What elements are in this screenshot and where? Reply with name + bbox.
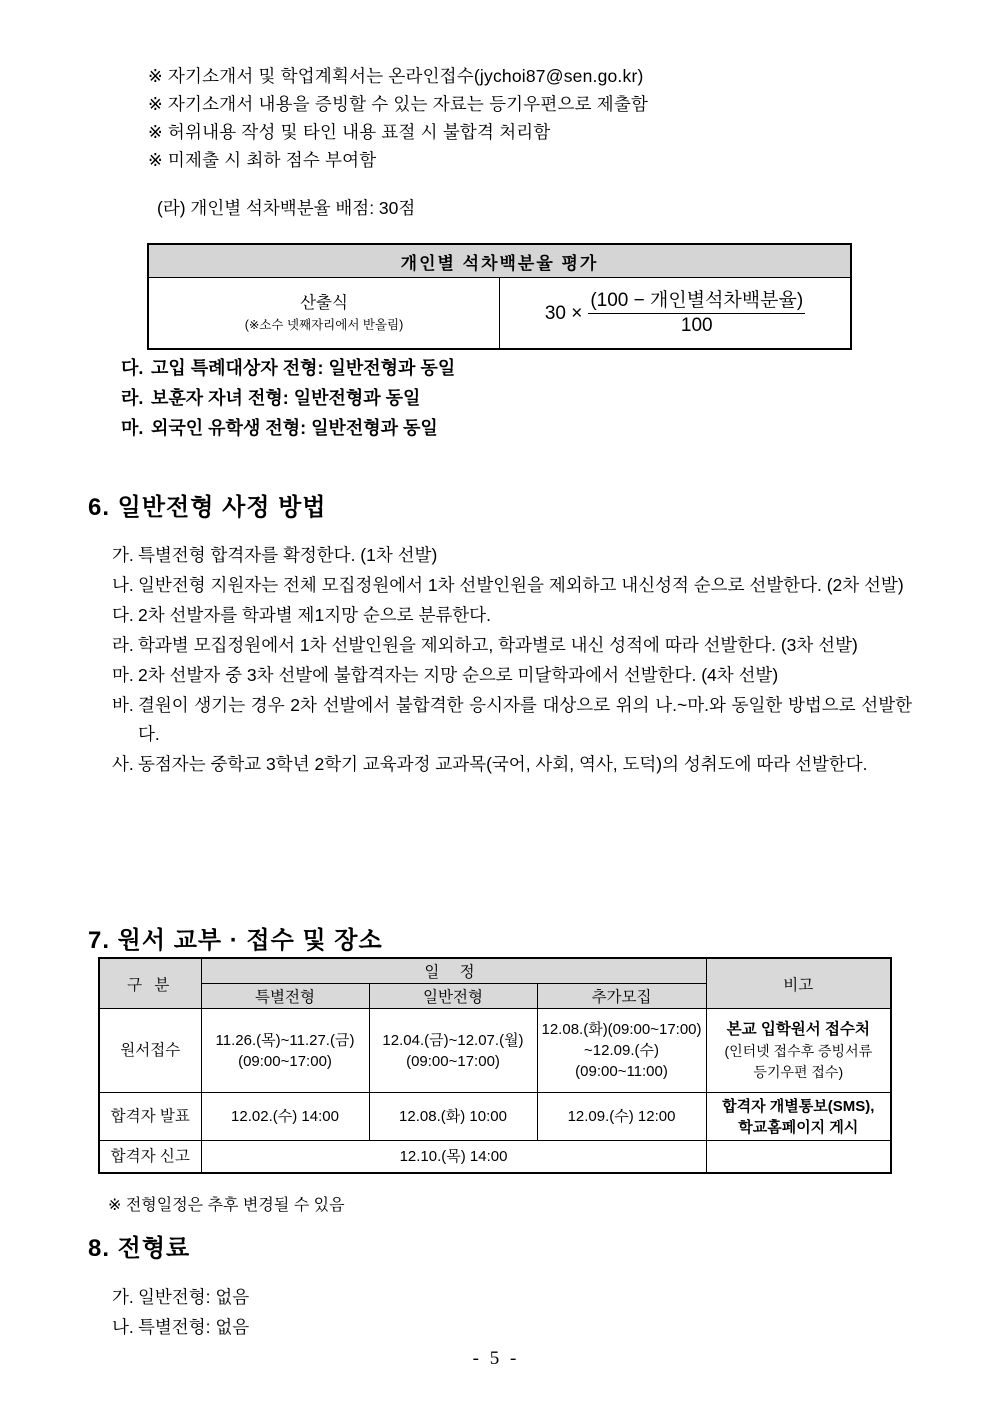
list-item-label: 동점자는 중학교 3학년 2학기 교육과정 교과목(국어, 사회, 역사, 도덕)의 성취도에 따라 선발한다.	[138, 754, 868, 774]
list-item-label: 일반전형 지원자는 전체 모집정원에서 1차 선발인원을 제외하고 내신성적 순으로 선발한다. (2차 선발)	[138, 575, 904, 595]
score-formula	[545, 290, 805, 337]
row-label-application: 원서접수	[99, 1009, 201, 1093]
list-item-label: 일반전형: 없음	[138, 1287, 250, 1307]
section-6-list	[112, 541, 912, 780]
column-header-note: 비고	[706, 958, 891, 1009]
list-item	[112, 541, 912, 570]
list-item-marker: 나.	[112, 575, 134, 595]
list-item	[112, 750, 912, 779]
top-notes-block	[148, 62, 648, 174]
column-header-additional: 추가모집	[537, 984, 706, 1009]
list-item-label: 2차 선발자를 학과별 제1지망 순으로 분류한다.	[138, 605, 491, 625]
list-item-label: 학과별 모집정원에서 1차 선발인원을 제외하고, 학과별로 내신 성적에 따라 선발한다. (3차 선발)	[138, 635, 858, 655]
list-item	[121, 383, 455, 413]
cell-line: 12.04.(금)~12.07.(월)	[382, 1031, 524, 1049]
formula-fraction	[588, 290, 805, 337]
list-item	[112, 631, 912, 660]
column-header-general: 일반전형	[369, 984, 537, 1009]
section-8-heading: 8. 전형료	[88, 1235, 191, 1262]
list-item-label: 2차 선발자 중 3차 선발에 불합격자는 지망 순으로 미달학과에서 선발한다. (4차 선발)	[138, 665, 779, 685]
cell-application-note	[706, 1009, 891, 1093]
list-item-marker: 다.	[112, 605, 134, 625]
list-item-label: 외국인 유학생 전형: 일반전형과 동일	[151, 418, 438, 438]
schedule-table	[98, 957, 892, 1174]
formula-label-sub: (※소수 넷째자리에서 반올림)	[244, 318, 404, 332]
cell-registration-note	[706, 1141, 891, 1173]
table-row	[99, 1141, 891, 1173]
cell-line: 11.26.(목)~11.27.(금)	[215, 1031, 355, 1049]
list-item	[112, 1313, 612, 1342]
list-item-marker: 라.	[121, 388, 144, 408]
row-label-announcement: 합격자 발표	[99, 1093, 201, 1141]
cell-application-special	[201, 1009, 369, 1093]
list-item-label: 결원이 생기는 경우 2차 선발에서 불합격한 응시자를 대상으로 위의 나.~마.와 동일한 방법으로 선발한다.	[138, 695, 912, 744]
list-item	[112, 1283, 612, 1312]
cell-line: (09:00~17:00)	[406, 1052, 500, 1070]
table-header-row	[99, 958, 891, 984]
note-title: 본교 입학원서 접수처	[726, 1020, 870, 1038]
list-item-marker: 다.	[121, 358, 144, 378]
table-row	[148, 278, 851, 350]
note-sub-line: (인터넷 접수후 증빙서류	[724, 1042, 873, 1059]
column-header-schedule: 일 정	[201, 958, 706, 984]
note-sub-line: 등기우편 접수)	[753, 1063, 844, 1080]
note-line: ※ 허위내용 작성 및 타인 내용 표절 시 불합격 처리함	[148, 122, 551, 142]
formula-lead: 30 ×	[544, 302, 583, 324]
list-item-marker: 마.	[121, 418, 144, 438]
section-6-heading: 6. 일반전형 사정 방법	[88, 494, 327, 521]
cell-line: 12.08.(화)(09:00~17:00)	[541, 1021, 702, 1038]
list-item-marker: 가.	[112, 545, 134, 565]
list-item	[112, 571, 912, 600]
list-item	[112, 661, 912, 690]
cell-registration-date: 12.10.(목) 14:00	[201, 1141, 706, 1173]
list-item-marker: 바.	[112, 695, 134, 715]
list-item	[121, 353, 455, 383]
section-7-heading: 7. 원서 교부 · 접수 및 장소	[88, 927, 383, 954]
cell-application-additional	[537, 1009, 706, 1093]
note-line: ※ 자기소개서 내용을 증빙할 수 있는 자료는 등기우편으로 제출함	[148, 94, 649, 114]
cell-line: (09:00~17:00)	[238, 1052, 332, 1070]
formula-cell	[500, 278, 852, 350]
cell-application-general	[369, 1009, 537, 1093]
note-line: ※ 미제출 시 최하 점수 부여함	[148, 150, 377, 170]
cell-announcement-additional: 12.09.(수) 12:00	[537, 1093, 706, 1141]
percentile-score-table	[147, 243, 852, 350]
list-item-marker: 마.	[112, 665, 134, 685]
section-8-list	[112, 1283, 612, 1343]
schedule-footnote: ※ 전형일정은 추후 변경될 수 있음	[108, 1197, 345, 1214]
list-item-label: 특별전형: 없음	[138, 1317, 250, 1337]
note-line: 학교홈페이지 게시	[738, 1118, 859, 1136]
list-item-marker: 사.	[112, 754, 134, 774]
table-row	[99, 1093, 891, 1141]
column-header-special: 특별전형	[201, 984, 369, 1009]
formula-numerator: (100 − 개인별석차백분율)	[588, 290, 805, 314]
cell-announcement-special: 12.02.(수) 14:00	[201, 1093, 369, 1141]
subsection-ra-title: (라) 개인별 석차백분율 배점: 30점	[157, 198, 416, 218]
table-row	[148, 244, 851, 278]
column-header-gubun: 구 분	[99, 958, 201, 1009]
row-label-registration: 합격자 신고	[99, 1141, 201, 1173]
percentile-table-header: 개인별 석차백분율 평가	[148, 244, 851, 278]
list-item-label: 보훈자 자녀 전형: 일반전형과 동일	[151, 388, 421, 408]
list-item-label: 고입 특례대상자 전형: 일반전형과 동일	[151, 358, 456, 378]
note-line: 합격자 개별통보(SMS),	[722, 1097, 875, 1115]
cell-announcement-general: 12.08.(화) 10:00	[369, 1093, 537, 1141]
formula-label-cell	[148, 278, 500, 350]
list-item	[112, 691, 912, 749]
list-item-label: 특별전형 합격자를 확정한다. (1차 선발)	[138, 545, 438, 565]
list-item	[121, 413, 455, 443]
cell-announcement-note	[706, 1093, 891, 1141]
formula-denominator: 100	[680, 314, 713, 336]
note-line: ※ 자기소개서 및 학업계획서는 온라인접수(jychoi87@sen.go.kr)	[148, 66, 644, 86]
list-item-marker: 라.	[112, 635, 134, 655]
list-item-marker: 나.	[112, 1317, 134, 1337]
list-item	[112, 601, 912, 630]
admission-type-list	[121, 353, 455, 443]
formula-label: 산출식	[300, 294, 348, 312]
table-row	[99, 1009, 891, 1093]
cell-line: ~12.09.(수)(09:00~11:00)	[575, 1042, 668, 1080]
list-item-marker: 가.	[112, 1287, 134, 1307]
page-number: - 5 -	[472, 1348, 520, 1369]
